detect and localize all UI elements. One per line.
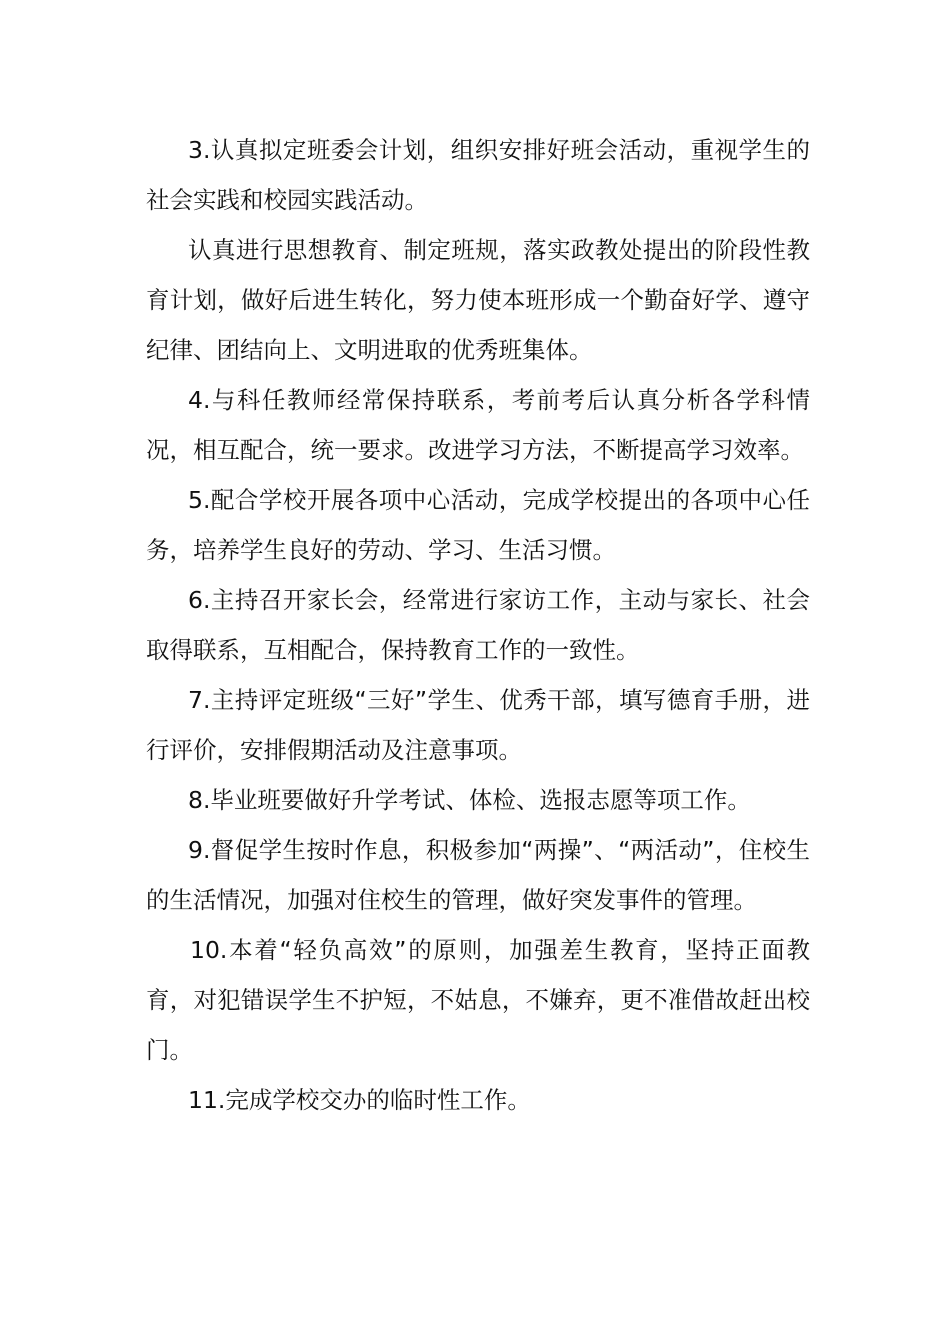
paragraph-item-11: 11.完成学校交办的临时性工作。 [188,1086,531,1114]
paragraph-item-8: 8.毕业班要做好升学考试、体检、选报志愿等项工作。 [188,786,751,814]
paragraph-item-4: 4.与科任教师经常保持联系，考前考后认真分析各学科情况，相互配合，统一要求。改进学习方法，不断提高学习效率。 [146,386,810,464]
paragraph-item-10: 10.本着“轻负高效”的原则，加强差生教育，坚持正面教育，对犯错误学生不护短，不姑息，不嫌弃，更不准借故赶出校门。 [146,936,810,1064]
paragraph-item-7: 7.主持评定班级“三好”学生、优秀干部，填写德育手册，进行评价，安排假期活动及注意事项。 [146,686,810,764]
paragraph-item-6: 6.主持召开家长会，经常进行家访工作，主动与家长、社会取得联系，互相配合，保持教育工作的一致性。 [146,586,810,664]
paragraph-ideology-education: 认真进行思想教育、制定班规，落实政教处提出的阶段性教育计划，做好后进生转化，努力使本班形成一个勤奋好学、遵守纪律、团结向上、文明进取的优秀班集体。 [146,236,810,364]
paragraph-item-3: 3.认真拟定班委会计划，组织安排好班会活动，重视学生的社会实践和校园实践活动。 [146,136,810,214]
paragraph-item-5: 5.配合学校开展各项中心活动，完成学校提出的各项中心任务，培养学生良好的劳动、学习、生活习惯。 [146,486,810,564]
document-body [146,125,810,1125]
paragraph-item-9: 9.督促学生按时作息，积极参加“两操”、“两活动”，住校生的生活情况，加强对住校生的管理，做好突发事件的管理。 [146,836,810,914]
